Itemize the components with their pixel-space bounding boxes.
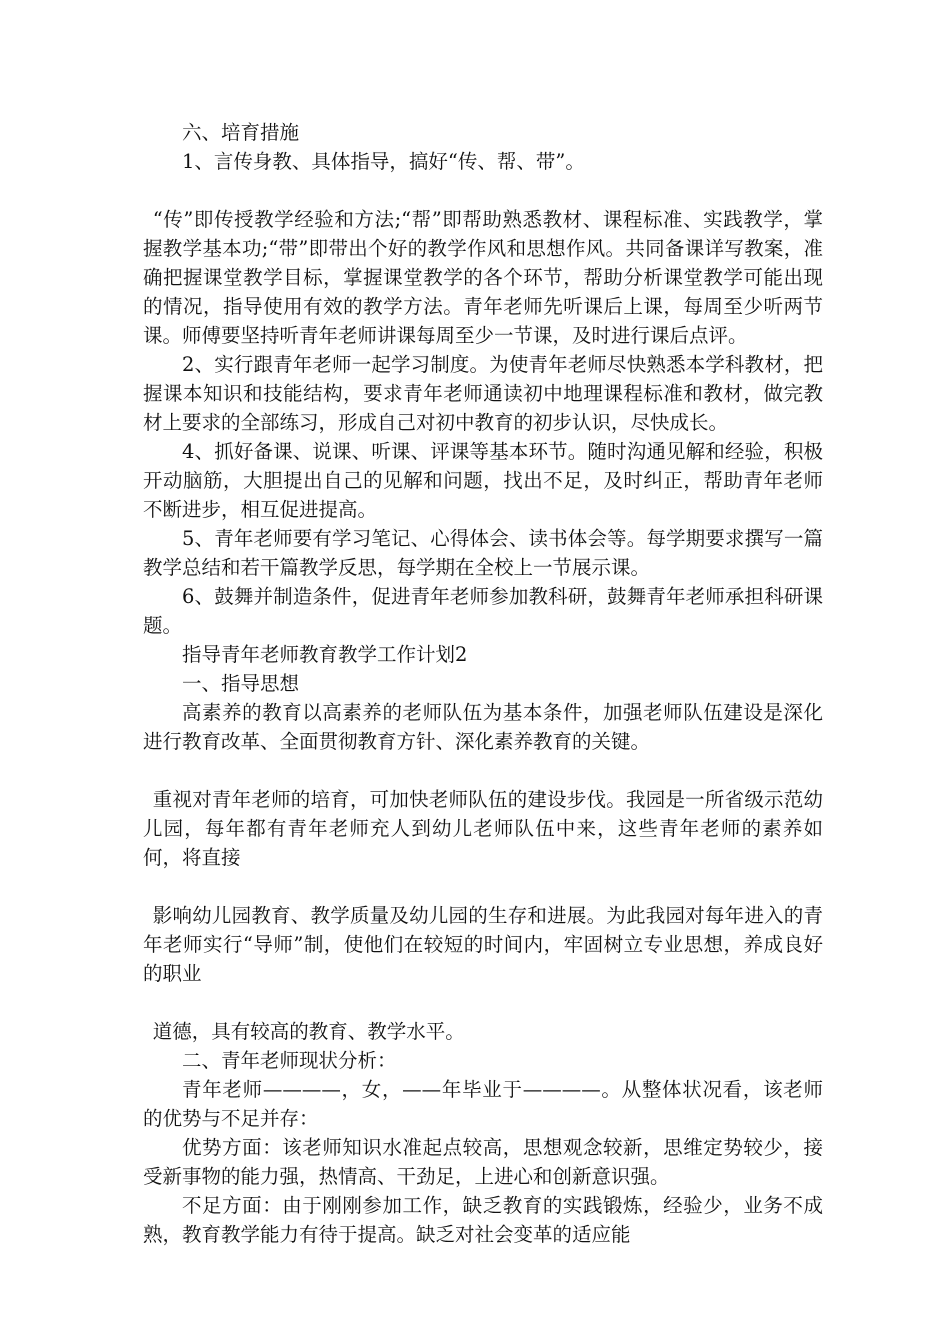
plan-2-title: 指导青年老师教育教学工作计划2	[182, 643, 468, 666]
paragraph-measure-2: 2、实行跟青年老师一起学习制度。为使青年老师尽快熟悉本学科教材，把握课本知识和技能结构，要求青年老师通读初中地理课程标准和教材，做完教材上要求的全部练习，形成自己对初中教育的初步认识，尽快成长。	[143, 353, 823, 434]
document-body	[143, 118, 823, 1249]
paragraph-pass-help-lead: “传”即传授教学经验和方法;“帮”即帮助熟悉教材、课程标准、实践教学，掌握教学基本功;“带”即带出个好的教学作风和思想作风。共同备课详写教案，准确把握课堂教学目标，掌握课堂教学的各个环节，帮助分析课堂教学可能出现的情况，指导使用有效的教学方法。青年老师先听课后上课，每周至少听两节课。师傅要坚持听青年老师讲课每周至少一节课，及时进行课后点评。	[143, 208, 823, 347]
section-heading-cultivation-measures: 六、培育措施	[182, 121, 300, 144]
paragraph-weaknesses: 不足方面：由于刚刚参加工作，缺乏教育的实践锻炼，经验少，业务不成熟，教育教学能力有待于提高。缺乏对社会变革的适应能	[143, 1194, 823, 1246]
section-heading-guiding-thought: 一、指导思想	[182, 672, 300, 695]
paragraph-guiding-thought: 高素养的教育以高素养的老师队伍为基本条件，加强老师队伍建设是深化进行教育改革、全面贯彻教育方针、深化素养教育的关键。	[143, 701, 823, 753]
paragraph-measure-6: 6、鼓舞并制造条件，促进青年老师参加教科研，鼓舞青年老师承担科研课题。	[143, 585, 823, 637]
paragraph-professional-ethics: 道德，具有较高的教育、教学水平。	[152, 1020, 465, 1043]
section-heading-status-analysis: 二、青年老师现状分析：	[182, 1049, 397, 1072]
paragraph-strengths: 优势方面：该老师知识水准起点较高，思想观念较新，思维定势较少，接受新事物的能力强，热情高、干劲足，上进心和创新意识强。	[143, 1136, 823, 1188]
paragraph-measure-5: 5、青年老师要有学习笔记、心得体会、读书体会等。每学期要求撰写一篇教学总结和若干篇教学反思，每学期在全校上一节展示课。	[143, 527, 823, 579]
paragraph-measure-4: 4、抓好备课、说课、听课、评课等基本环节。随时沟通见解和经验，积极开动脑筋，大胆提出自己的见解和问题，找出不足，及时纠正，帮助青年老师不断进步，相互促进提高。	[143, 440, 823, 521]
paragraph-kindergarten-impact: 影响幼儿园教育、教学质量及幼儿园的生存和进展。为此我园对每年进入的青年老师实行“导师”制，使他们在较短的时间内，牢固树立专业思想，养成良好的职业	[143, 904, 823, 985]
paragraph-young-teacher-cultivation: 重视对青年老师的培育，可加快老师队伍的建设步伐。我园是一所省级示范幼儿园，每年都有青年老师充人到幼儿老师队伍中来，这些青年老师的素养如何，将直接	[143, 788, 823, 869]
paragraph-measure-1: 1、言传身教、具体指导，搞好“传、帮、带”。	[182, 150, 585, 173]
paragraph-teacher-profile: 青年老师————，女，——年毕业于————。从整体状况看，该老师的优势与不足并存：	[143, 1078, 823, 1130]
